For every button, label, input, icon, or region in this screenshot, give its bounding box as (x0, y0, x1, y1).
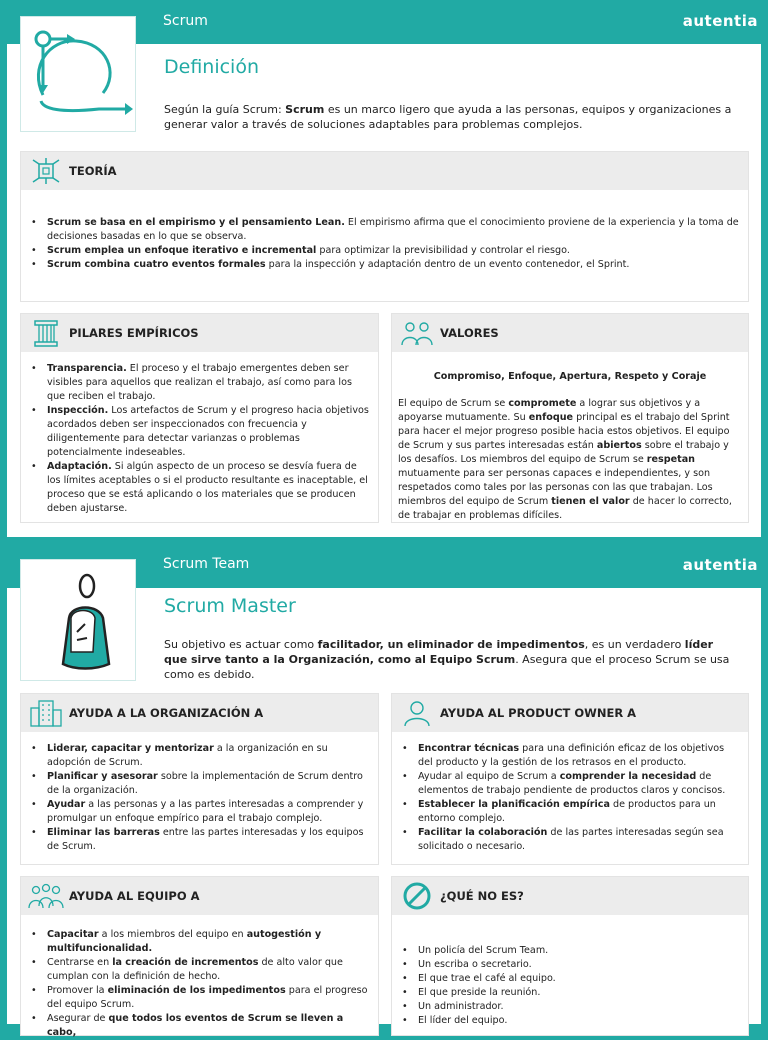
person-icon (21, 560, 137, 682)
list-item: • Centrarse en la creación de incrementos de alto valor que cumplan con la definición de hecho. (21, 956, 370, 984)
chip-icon (29, 156, 63, 186)
brand-logo: autentia (682, 556, 758, 574)
team-card (20, 876, 379, 1036)
people-group-icon (400, 318, 434, 348)
building-icon (29, 698, 63, 728)
values-title: VALORES (440, 326, 499, 340)
scrum-master-illustration (20, 559, 136, 681)
org-body (21, 742, 378, 854)
list-item: • Ayudar al equipo de Scrum a comprender la necesidad de elementos de trabajo pendiente de productos claros y concisos. (392, 770, 740, 798)
section-header-scrum-team: Scrum Team (163, 556, 250, 572)
definition-text: Según la guía Scrum: Scrum es un marco ligero que ayuda a las personas, equipos y organizaciones a generar valor a través de soluciones adaptables para problemas complejos. (164, 103, 732, 131)
list-item: • Capacitar a los miembros del equipo en autogestión y multifuncionalidad. (21, 928, 370, 956)
values-card-header (392, 314, 748, 352)
page-title: Scrum Master (164, 595, 296, 617)
list-item: • Scrum se basa en el empirismo y el pensamiento Lean. El empirismo afirma que el conocimiento proviene de la experiencia y la toma de decisiones basadas en lo que se observa. (21, 216, 740, 244)
prohibited-icon (400, 881, 434, 911)
pillars-card (20, 313, 379, 523)
po-card-header (392, 694, 748, 732)
page-title: Definición (164, 56, 259, 78)
list-item: • Promover la eliminación de los impedimentos para el progreso del equipo Scrum. (21, 984, 370, 1012)
list-item: • Encontrar técnicas para una definición eficaz de los objetivos del producto y la gestión de los retrasos en el producto. (392, 742, 740, 770)
team-title: AYUDA AL EQUIPO A (69, 889, 200, 903)
list-item: • El que trae el café al equipo. (392, 972, 740, 986)
org-card-header (21, 694, 378, 732)
team-card-header (21, 877, 378, 915)
scrum-cycle-illustration (20, 16, 136, 132)
theory-body (21, 216, 748, 272)
list-item: • Adaptación. Si algún aspecto de un proceso se desvía fuera de los límites aceptables o si el producto resultante es inaceptable, el proceso que se está aplicando o los materiales que se producen deben ajustarse. (21, 460, 370, 516)
pillars-body (21, 362, 378, 516)
list-item: • Establecer la planificación empírica de productos para un entorno complejo. (392, 798, 740, 826)
values-card (391, 313, 749, 523)
values-subtitle: Compromiso, Enfoque, Apertura, Respeto y Coraje (433, 371, 707, 382)
list-item: • El líder del equipo. (392, 1014, 740, 1028)
list-item: • Scrum emplea un enfoque iterativo e incremental para optimizar la previsibilidad y controlar el riesgo. (21, 244, 740, 258)
not-body (392, 944, 748, 1028)
list-item: • Asegurar de que todos los eventos de Scrum se lleven a cabo, (21, 1012, 370, 1040)
po-title: AYUDA AL PRODUCT OWNER A (440, 706, 637, 720)
column-pillar-icon (29, 318, 63, 348)
brand-logo: autentia (682, 12, 758, 30)
definition-panel (7, 44, 761, 537)
list-item: • Un administrador. (392, 1000, 740, 1014)
pillars-title: PILARES EMPÍRICOS (69, 326, 199, 340)
theory-title: TEORÍA (69, 164, 117, 178)
org-title: AYUDA A LA ORGANIZACIÓN A (69, 706, 264, 720)
list-item: • Planificar y asesorar sobre la implementación de Scrum dentro de la organización. (21, 770, 370, 798)
po-body (392, 742, 748, 854)
list-item: • Eliminar las barreras entre las partes interesadas y los equipos de Scrum. (21, 826, 370, 854)
team-people-icon (29, 881, 63, 911)
theory-card (20, 151, 749, 302)
scrum-master-panel (7, 588, 761, 1038)
list-item: • Scrum combina cuatro eventos formales para la inspección y adaptación dentro de un evento contenedor, el Sprint. (21, 258, 740, 272)
values-body (392, 370, 748, 523)
list-item: • Un policía del Scrum Team. (392, 944, 740, 958)
list-item: • Facilitar la colaboración de las partes interesadas según sea solicitado o necesario. (392, 826, 740, 854)
not-title: ¿QUÉ NO ES? (440, 889, 524, 903)
scrum-cycle-icon (21, 17, 137, 133)
section-header-scrum: Scrum (163, 13, 208, 29)
product-owner-card (391, 693, 749, 865)
list-item: • Inspección. Los artefactos de Scrum y el progreso hacia objetivos acordados deben ser inspeccionados con frecuencia y diligentemente para detectar varianzas o problemas potencialmente indeseables. (21, 404, 370, 460)
not-card-header (392, 877, 748, 915)
team-body (21, 928, 378, 1040)
org-card (20, 693, 379, 865)
list-item: • Ayudar a las personas y a las partes interesadas a comprender y promulgar un enfoque empírico para el trabajo complejo. (21, 798, 370, 826)
scrum-master-description: Su objetivo es actuar como facilitador, un eliminador de impedimentos, es un verdadero líder que sirve tanto a la Organización, como al Equipo Scrum. Asegura que el proceso Scrum se usa como es debido. (164, 638, 730, 681)
user-icon (400, 698, 434, 728)
pillars-card-header (21, 314, 378, 352)
list-item: • Transparencia. El proceso y el trabajo emergentes deben ser visibles para aquellos que realizan el trabajo, así como para los que reciben el trabajo. (21, 362, 370, 404)
values-paragraph: El equipo de Scrum se compromete a lograr sus objetivos y a apoyarse mutuamente. Su enfoque principal es el trabajo del Sprint para hacer el mejor progreso posible hacia estos objetivos. El equipo de Scrum y sus partes interesadas están abiertos sobre el trabajo y los desafíos. Los miembros del equipo de Scrum se respetan mutuamente para ser personas capaces e independientes, y son respetados como tales por las personas con las que trabajan. Los miembros del equipo de Scrum tienen el valor de hacer lo correcto, de trabajar en problemas difíciles. (398, 398, 732, 521)
list-item: • Un escriba o secretario. (392, 958, 740, 972)
list-item: • Liderar, capacitar y mentorizar a la organización en su adopción de Scrum. (21, 742, 370, 770)
theory-card-header (21, 152, 748, 190)
what-it-is-not-card (391, 876, 749, 1036)
list-item: • El que preside la reunión. (392, 986, 740, 1000)
